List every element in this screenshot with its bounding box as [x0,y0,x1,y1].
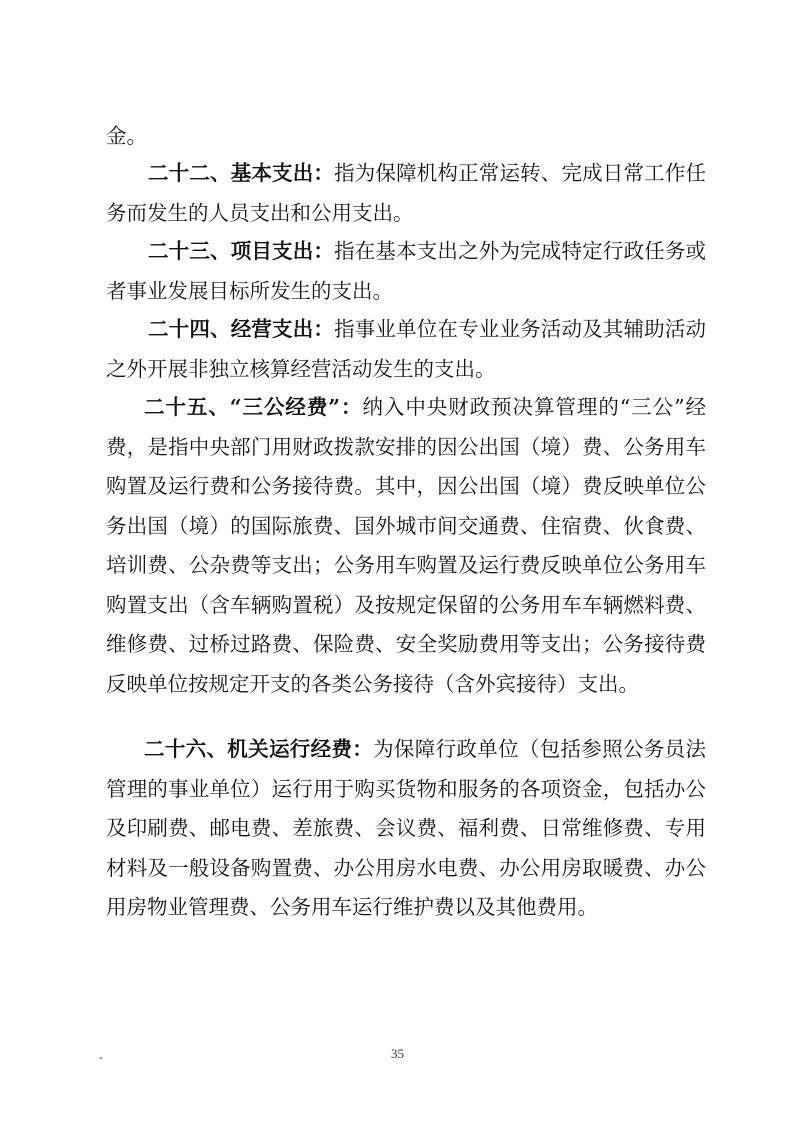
paragraph-term: 二十四、经营支出： [148,317,335,341]
paragraph-project-expenditure [106,232,706,311]
paragraph-body: 指事业单位在专业业务活动及其辅助活动之外开展非独立核算经营活动发生的支出。 [106,317,707,381]
paragraph-body: 金。 [106,124,147,148]
paragraph-term: 二十六、机关运行经费： [144,737,374,761]
paragraph-body: 指在基本支出之外为完成特定行政任务或者事业发展目标所发生的支出。 [106,239,707,303]
paragraph-agency-operating-expenses [106,730,706,928]
page-number: 35 [391,1046,404,1061]
paragraph-term: 二十三、项目支出： [148,239,335,263]
paragraph-body: 为保障行政单位（包括参照公务员法管理的事业单位）运行用于购买货物和服务的各项资金，包括办公及印刷费、邮电费、差旅费、会议费、福利费、日常维修费、专用材料及一般设备购置费、办公用房水电费、办公用房取暖费、办公用房物业管理费、公务用车运行维护费以及其他费用。 [106,737,707,919]
paragraph-three-public-expenses [106,388,706,704]
paragraph-term: 二十二、基本支出： [148,161,335,185]
paragraph-0 [106,117,706,157]
paragraph-business-expenditure [106,310,706,389]
footer-dash: - [99,1050,103,1064]
paragraph-body: 纳入中央财政预决算管理的“三公”经费，是指中央部门用财政拨款安排的因公出国（境）费、公务用车购置及运行费和公务接待费。其中，因公出国（境）费反映单位公务出国（境）的国际旅费、国外城市间交通费、住宿费、伙食费、培训费、公杂费等支出；公务用车购置及运行费反映单位公务用车购置支出（含车辆购置税）及按规定保留的公务用车车辆燃料费、维修费、过桥过路费、保险费、安全奖励费用等支出；公务接待费反映单位按规定开支的各类公务接待（含外宾接待）支出。 [106,395,706,696]
paragraph-body: 指为保障机构正常运转、完成日常工作任务而发生的人员支出和公用支出。 [106,161,707,225]
paragraph-basic-expenditure [106,154,706,233]
paragraph-term: 二十五、“三公经费”： [144,395,363,419]
